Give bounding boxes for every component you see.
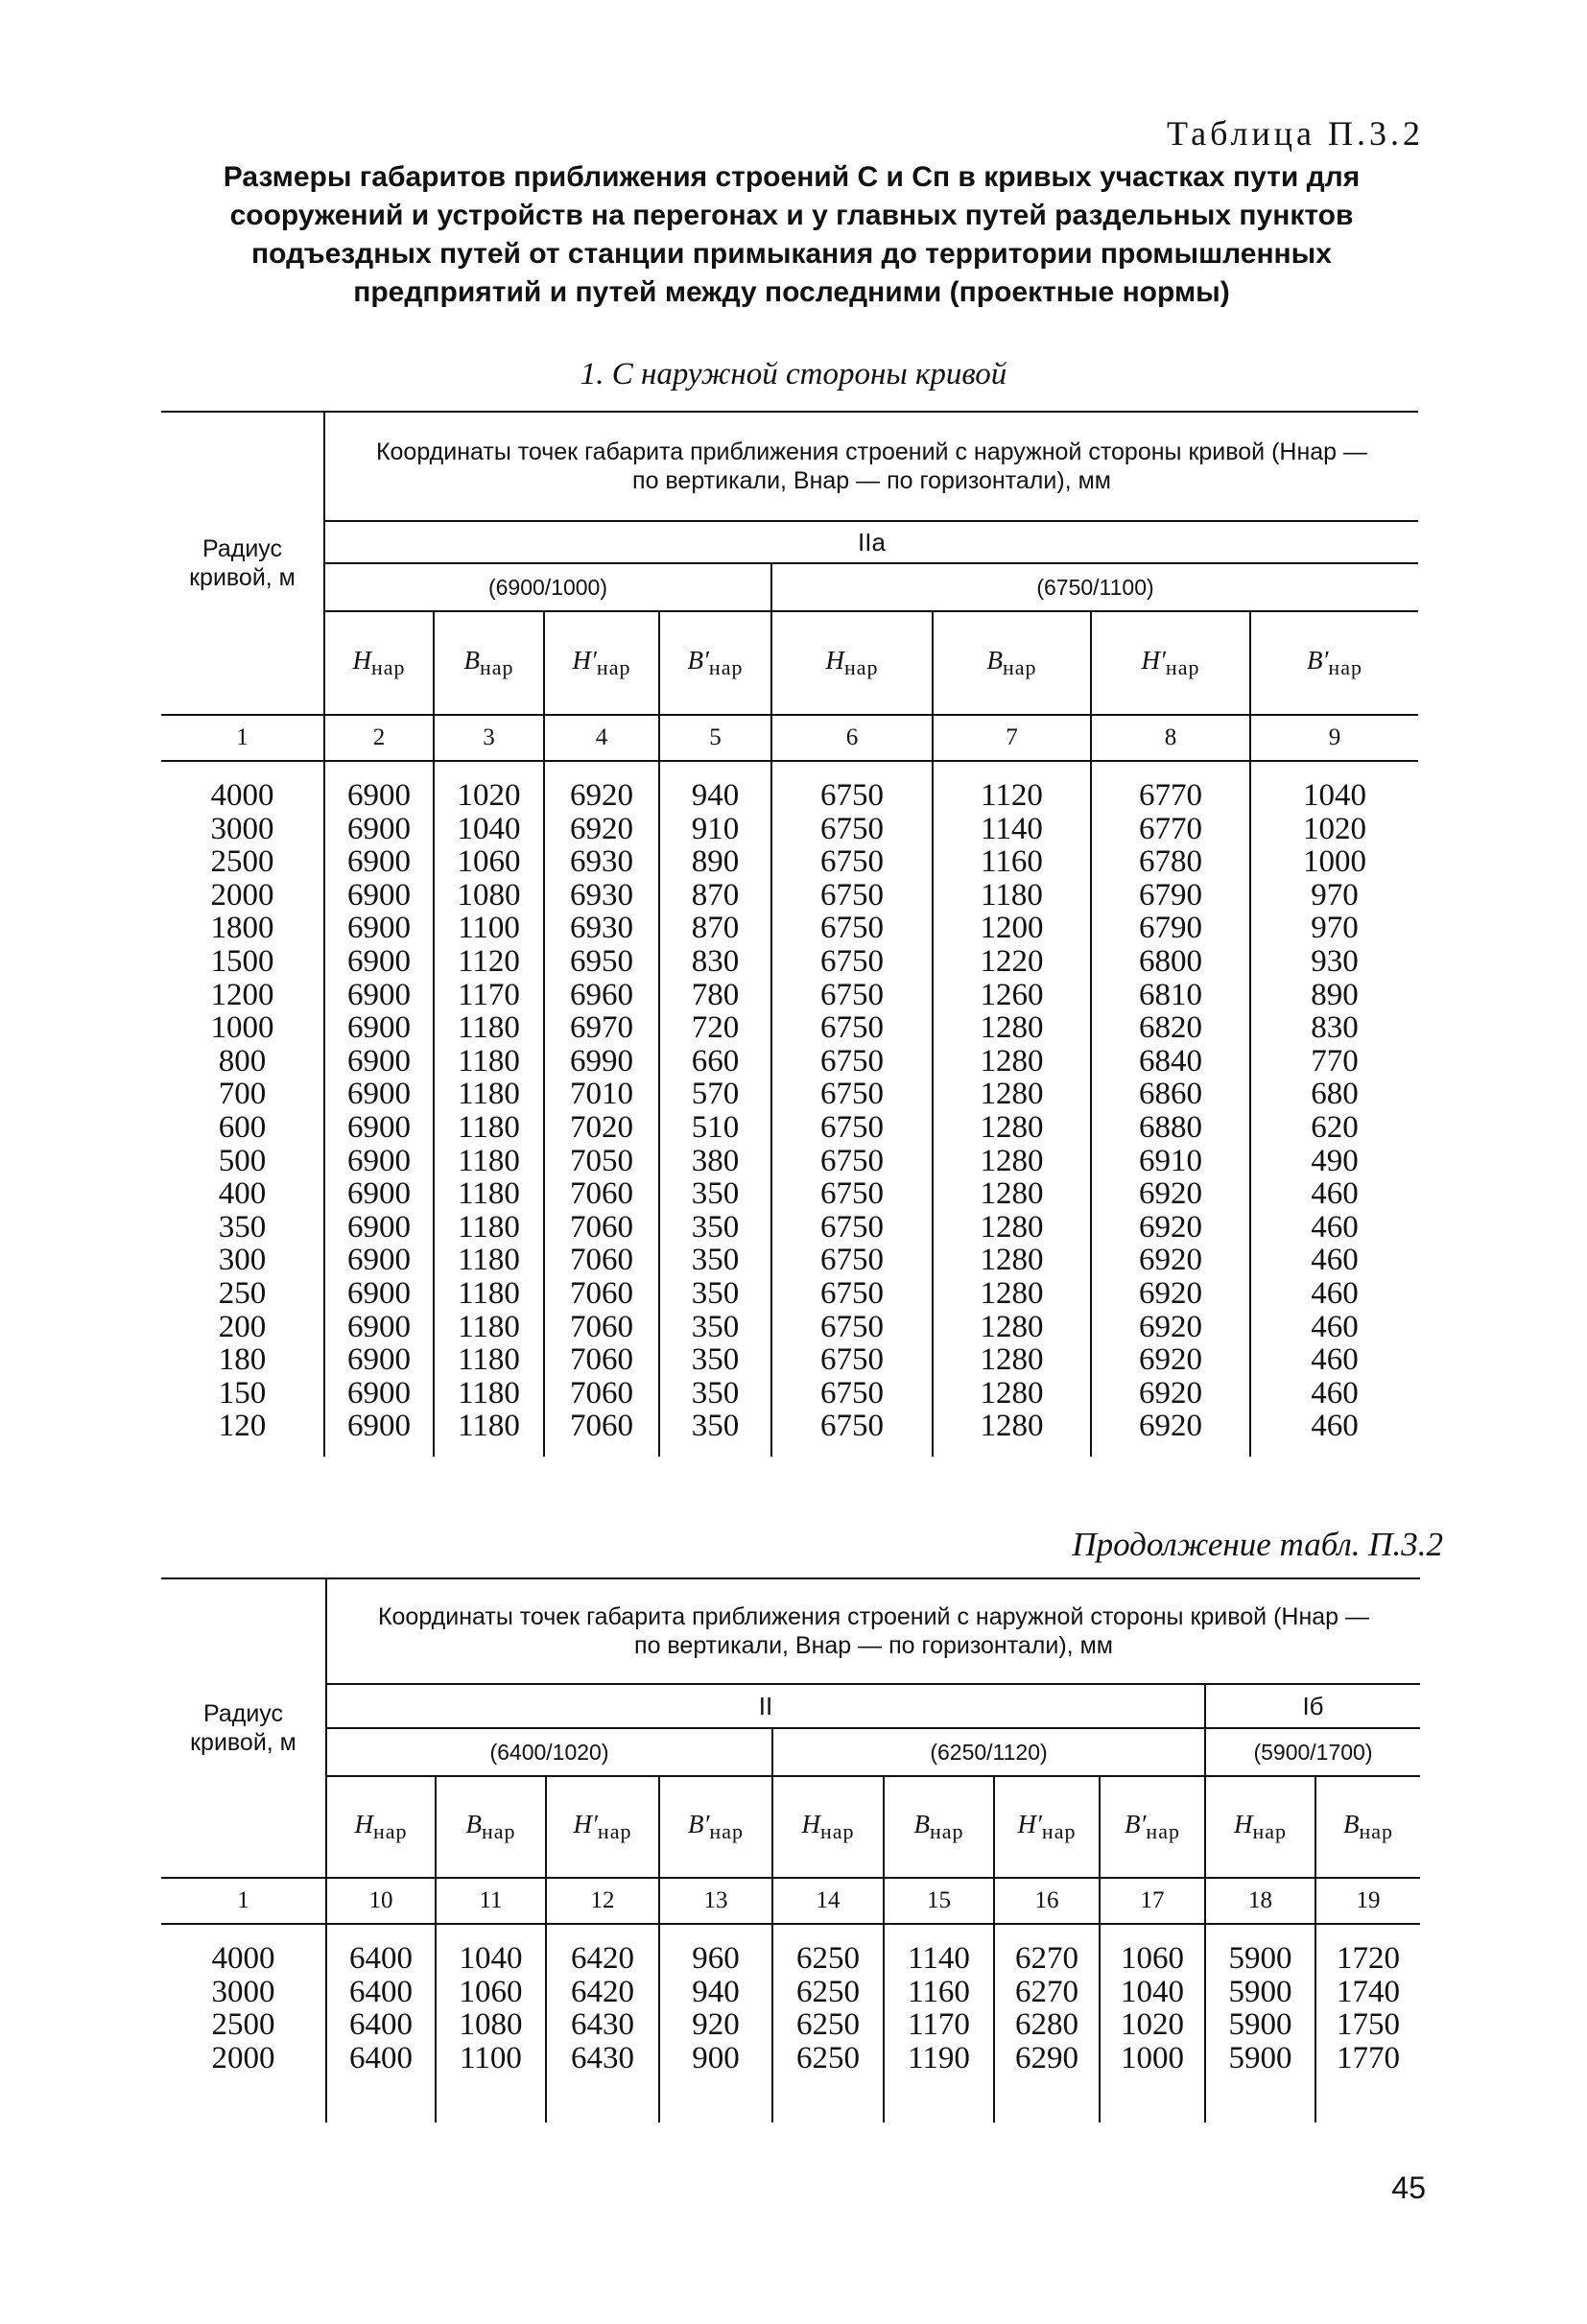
data-column: 6920 6920 6930 6930 6930 6950 6960 6970 6990 7010 7020 7050 7060 7060 7060 7060 7060 7060 7060 7060 <box>544 761 659 1457</box>
column-number: 11 <box>436 1878 546 1924</box>
column-number-row <box>161 715 1418 761</box>
column-number: 9 <box>1250 715 1418 761</box>
column-number: 14 <box>772 1878 884 1924</box>
var-header: $B_{нар}$ <box>434 611 544 715</box>
data-column: 6400 6400 6400 6400 <box>326 1924 436 2122</box>
data-column: 1040 1060 1080 1100 <box>436 1924 546 2122</box>
var-header: $B_{нар}$ <box>1315 1776 1420 1878</box>
coords-header: Координаты точек габарита приближения строений с наружной стороны кривой (Hнар — по вертикали, Bнар — по горизонтали), мм <box>324 412 1418 521</box>
variable-header-row <box>161 1776 1420 1878</box>
column-number: 8 <box>1091 715 1250 761</box>
page-number: 45 <box>1391 2170 1426 2205</box>
section-subtitle: 1. С наружной стороны кривой <box>580 357 1007 391</box>
column-number: 5 <box>659 715 771 761</box>
column-number: 18 <box>1205 1878 1315 1924</box>
var-header: $H_{нар}$ <box>772 1776 884 1878</box>
column-number: 13 <box>659 1878 772 1924</box>
continuation-label: Продолжение табл. П.3.2 <box>1072 1526 1443 1563</box>
var-header: $H'_{нар}$ <box>546 1776 659 1878</box>
group-header: II <box>326 1684 1205 1728</box>
var-header: $H_{нар}$ <box>1205 1776 1315 1878</box>
column-number: 1 <box>161 1878 326 1924</box>
var-header: $B_{нар}$ <box>933 611 1091 715</box>
var-header: $H'_{нар}$ <box>994 1776 1100 1878</box>
subgroup-header: (6250/1120) <box>772 1728 1205 1776</box>
column-number: 7 <box>933 715 1091 761</box>
var-header: $B_{нар}$ <box>436 1776 546 1878</box>
column-number: 12 <box>546 1878 659 1924</box>
clearance-table-continued <box>161 1577 1420 2122</box>
column-number: 1 <box>161 715 324 761</box>
data-column: 6420 6420 6430 6430 <box>546 1924 659 2122</box>
var-header: $B'_{нар}$ <box>659 1776 772 1878</box>
column-number-row <box>161 1878 1420 1924</box>
subgroup-header: (5900/1700) <box>1205 1728 1420 1776</box>
column-number: 3 <box>434 715 544 761</box>
column-number: 19 <box>1315 1878 1420 1924</box>
var-header: $B_{нар}$ <box>884 1776 994 1878</box>
var-header: $B'_{нар}$ <box>659 611 771 715</box>
data-column: 6250 6250 6250 6250 <box>772 1924 884 2122</box>
var-header: $H_{нар}$ <box>326 1776 436 1878</box>
data-column: 960 940 920 900 <box>659 1924 772 2122</box>
data-column: 6270 6270 6280 6290 <box>994 1924 1100 2122</box>
data-column: 6750 6750 6750 6750 6750 6750 6750 6750 6750 6750 6750 6750 6750 6750 6750 6750 6750 6750 6750 6750 <box>771 761 933 1457</box>
var-header: $B'_{нар}$ <box>1100 1776 1205 1878</box>
data-body-row <box>161 761 1418 1457</box>
data-column: 6900 6900 6900 6900 6900 6900 6900 6900 6900 6900 6900 6900 6900 6900 6900 6900 6900 6900 6900 6900 <box>324 761 434 1457</box>
radius-column: 4000 3000 2500 2000 1800 1500 1200 1000 800 700 600 500 400 350 300 250 200 180 150 120 <box>161 761 324 1457</box>
data-column: 1120 1140 1160 1180 1200 1220 1260 1280 1280 1280 1280 1280 1280 1280 1280 1280 1280 1280 1280 1280 <box>933 761 1091 1457</box>
column-number: 16 <box>994 1878 1100 1924</box>
data-column: 1020 1040 1060 1080 1100 1120 1170 1180 1180 1180 1180 1180 1180 1180 1180 1180 1180 1180 1180 1180 <box>434 761 544 1457</box>
table-title: Размеры габаритов приближения строений С и Сп в кривых участках пути для сооружений и устройств на перегонах и у главных путей раздельных пунктов подъездных путей от станции примыкания до территории промышленных предприятий и путей между последними (проектные нормы) <box>223 161 1361 308</box>
subgroup-header: (6400/1020) <box>326 1728 772 1776</box>
data-column: 1060 1040 1020 1000 <box>1100 1924 1205 2122</box>
data-column: 940 910 890 870 870 830 780 720 660 570 510 380 350 350 350 350 350 350 350 350 <box>659 761 771 1457</box>
group-header: IIа <box>324 521 1418 563</box>
data-column: 6770 6770 6780 6790 6790 6800 6810 6820 6840 6860 6880 6910 6920 6920 6920 6920 6920 6920 6920 6920 <box>1091 761 1250 1457</box>
data-column: 1040 1020 1000 970 970 930 890 830 770 680 620 490 460 460 460 460 460 460 460 460 <box>1250 761 1418 1457</box>
var-header: $H'_{нар}$ <box>1091 611 1250 715</box>
clearance-table-outer <box>161 411 1418 1457</box>
var-header: $H'_{нар}$ <box>544 611 659 715</box>
data-column: 1140 1160 1170 1190 <box>884 1924 994 2122</box>
data-column: 5900 5900 5900 5900 <box>1205 1924 1315 2122</box>
column-number: 10 <box>326 1878 436 1924</box>
data-column: 1720 1740 1750 1770 <box>1315 1924 1420 2122</box>
subgroup-header: (6750/1100) <box>771 563 1418 611</box>
var-header: $H_{нар}$ <box>771 611 933 715</box>
coords-header: Координаты точек габарита приближения строений с наружной стороны кривой (Hнар — по вертикали, Bнар — по горизонтали), мм <box>326 1578 1420 1684</box>
table-label: Таблица П.3.2 <box>1167 114 1424 153</box>
column-number: 6 <box>771 715 933 761</box>
radius-header: Радиус кривой, м <box>161 1578 326 1878</box>
var-header: $H_{нар}$ <box>324 611 434 715</box>
data-body-row <box>161 1924 1420 2122</box>
column-number: 15 <box>884 1878 994 1924</box>
variable-header-row <box>161 611 1418 715</box>
column-number: 17 <box>1100 1878 1205 1924</box>
group-header: Iб <box>1205 1684 1420 1728</box>
subgroup-header: (6900/1000) <box>324 563 771 611</box>
column-number: 4 <box>544 715 659 761</box>
radius-header: Радиус кривой, м <box>161 412 324 715</box>
var-header: $B'_{нар}$ <box>1250 611 1418 715</box>
column-number: 2 <box>324 715 434 761</box>
radius-column: 4000 3000 2500 2000 <box>161 1924 326 2122</box>
